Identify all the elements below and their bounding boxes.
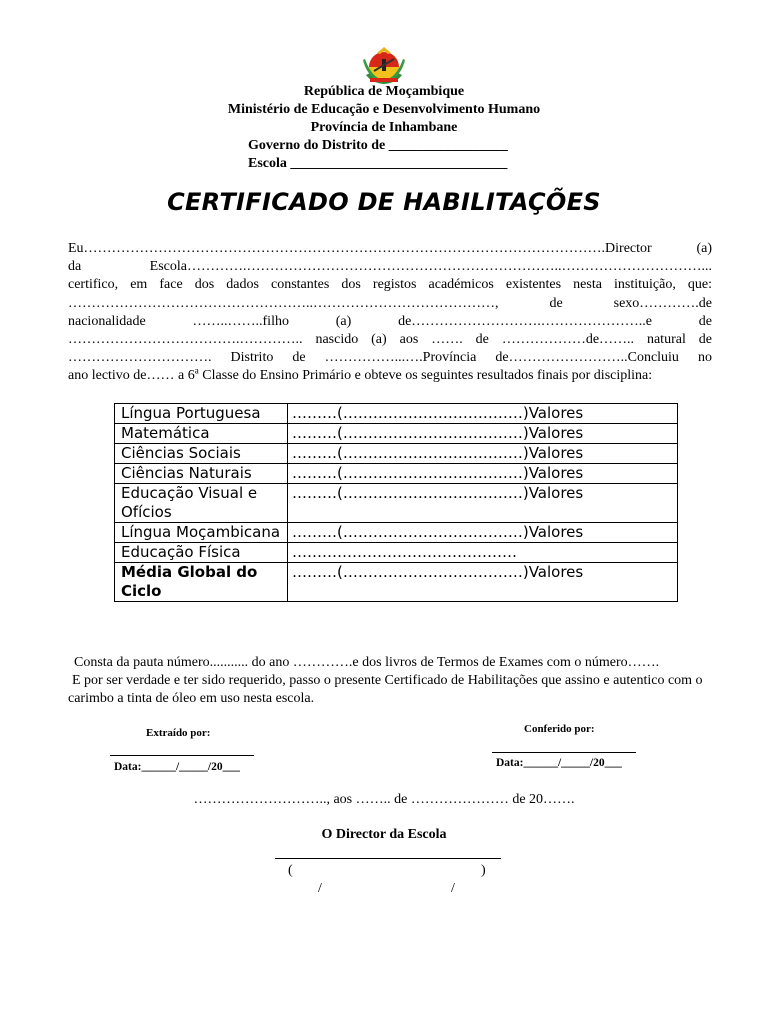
subject-name: Educação Física xyxy=(115,543,288,563)
extracted-by-signature-line xyxy=(110,755,254,756)
director-name-paren-close: ) xyxy=(481,863,486,878)
grade-value: ………(………………………………)Valores xyxy=(288,484,678,523)
grade-row xyxy=(115,444,678,464)
subject-name: Língua Portuguesa xyxy=(115,404,288,424)
director-date-slash: / xyxy=(318,881,322,896)
director-signature-line xyxy=(275,858,501,859)
ordinal-indicator: a xyxy=(194,367,199,376)
checked-by-label: Conferido por: xyxy=(524,723,595,735)
grade-row xyxy=(115,484,678,523)
director-name-paren-open: ( xyxy=(288,863,293,878)
republic-name: República de Moçambique xyxy=(303,84,465,99)
certificate-line: …………………………. Distrito de ……………...….Província de……………………..Concluiu no xyxy=(68,350,712,366)
subject-name: Língua Moçambicana xyxy=(115,523,288,543)
grades-table xyxy=(114,403,678,602)
certificate-line: nacionalidade ……..……..filho (a) de……………………….…………………..e de xyxy=(68,313,712,329)
school-field: Escola _______________________________ xyxy=(248,156,508,171)
director-date-slash: / xyxy=(451,881,455,896)
extracted-by-label: Extraído por: xyxy=(146,727,211,739)
certificate-line: da Escola………….…………………………………………………………..…………………………... xyxy=(68,259,712,275)
extracted-by-date: Data:______/_____/20___ xyxy=(114,761,240,773)
certificate-line: ……………………………….………….. nascido (a) aos ……. de ………………de…….. natural de xyxy=(68,332,712,348)
certificate-line: ……………………………………………..…………………………………, de sexo………….de xyxy=(68,295,712,311)
grade-value: ………(………………………………)Valores xyxy=(288,404,678,424)
place-and-date: ……………………….., aos …….. de ………………… de 20……. xyxy=(193,792,575,807)
grade-value: ……………………………………… xyxy=(288,543,678,563)
grade-value: ………(………………………………)Valores xyxy=(288,464,678,484)
grade-value: ………(………………………………)Valores xyxy=(288,444,678,464)
certificate-text xyxy=(68,240,712,386)
document-title: CERTIFICADO DE HABILITAÇÕES xyxy=(167,188,601,216)
province-name: Província de Inhambane xyxy=(310,120,458,135)
certificate-line: Eu………………………………………………………………………………………………….Director (a) xyxy=(68,241,712,256)
checked-by-date: Data:______/_____/20___ xyxy=(496,757,622,769)
attestation-statement: E por ser verdade e ter sido requerido, passo o presente Certificado de Habilitações que assino e autentico com o carimbo a tinta de óleo em uso nesta escola. xyxy=(68,673,703,706)
checked-by-signature-line xyxy=(492,752,636,753)
subject-name: Educação Visual e Ofícios xyxy=(115,484,288,523)
pauta-statement: Consta da pauta número........... do ano ………….e dos livros de Termos de Exames com o número……. xyxy=(74,655,660,670)
certificate-line: certifico, em face dos dados constantes dos registos académicos existentes nesta instituição, que: xyxy=(68,277,712,293)
grade-value: ………(………………………………)Valores xyxy=(288,563,678,602)
director-title: O Director da Escola xyxy=(321,827,447,842)
grade-value: ………(………………………………)Valores xyxy=(288,523,678,543)
district-government-field: Governo do Distrito de _________________ xyxy=(248,138,508,153)
grade-row-average xyxy=(115,563,678,602)
grade-row xyxy=(115,404,678,424)
subject-name: Média Global do Ciclo xyxy=(115,563,288,602)
certificate-line-last: ano lectivo de…… a 6$^a$ Classe do Ensino Primário e obteve os seguintes resultados finais por disciplina: xyxy=(68,367,653,384)
subject-name: Matemática xyxy=(115,424,288,444)
subject-name: Ciências Sociais xyxy=(115,444,288,464)
grade-row xyxy=(115,424,678,444)
grade-row xyxy=(115,523,678,543)
subject-name: Ciências Naturais xyxy=(115,464,288,484)
grade-row xyxy=(115,543,678,563)
grade-row xyxy=(115,464,678,484)
grade-value: ………(………………………………)Valores xyxy=(288,424,678,444)
coat-of-arms-emblem xyxy=(362,45,406,85)
ministry-name: Ministério de Educação e Desenvolvimento Humano xyxy=(227,102,541,117)
